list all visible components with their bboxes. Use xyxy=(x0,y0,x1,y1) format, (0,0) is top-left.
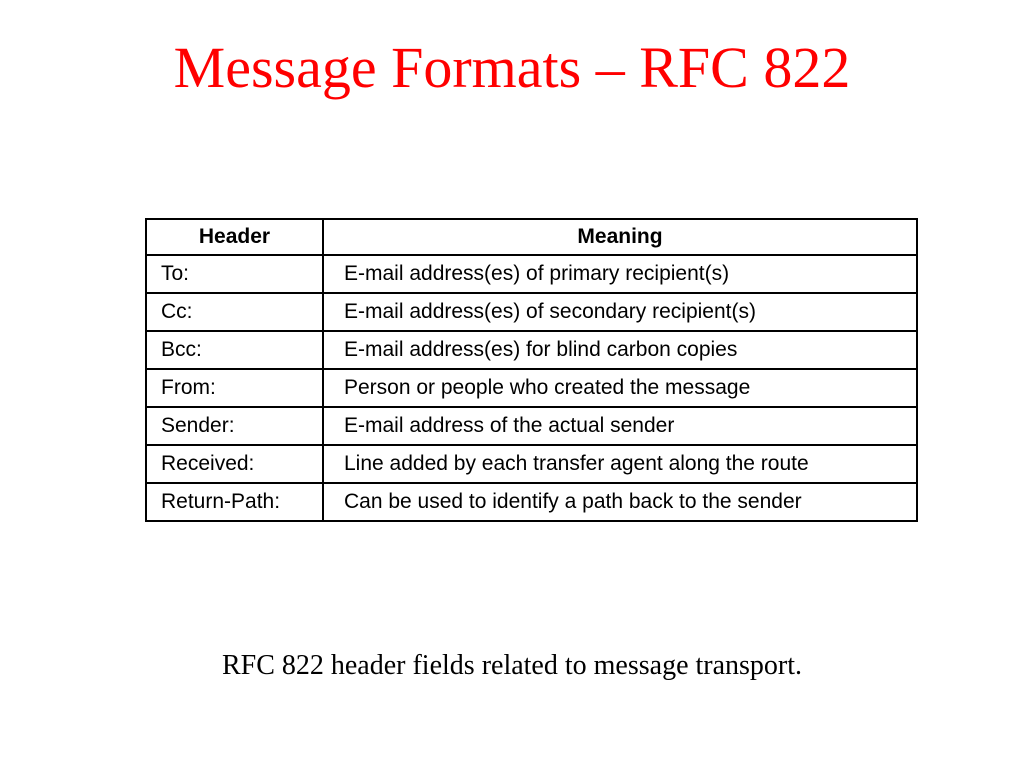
figure-caption xyxy=(0,646,1024,686)
header-cell: Sender: xyxy=(146,407,323,445)
column-header-meaning: Meaning xyxy=(323,219,917,255)
table-header-row xyxy=(146,219,917,255)
table-row xyxy=(146,483,917,521)
meaning-cell: E-mail address(es) of secondary recipient(s) xyxy=(323,293,917,331)
meaning-cell: E-mail address(es) of primary recipient(s) xyxy=(323,255,917,293)
header-cell: Cc: xyxy=(146,293,323,331)
meaning-cell: Can be used to identify a path back to the sender xyxy=(323,483,917,521)
slide-title: Message Formats – RFC 822 xyxy=(173,35,851,100)
meaning-cell: Person or people who created the message xyxy=(323,369,917,407)
header-cell: Bcc: xyxy=(146,331,323,369)
figure-caption-text: RFC 822 header fields related to message transport. xyxy=(221,650,803,681)
column-header-header: Header xyxy=(146,219,323,255)
meaning-cell: E-mail address of the actual sender xyxy=(323,407,917,445)
header-fields-table-container xyxy=(145,218,916,522)
header-cell: From: xyxy=(146,369,323,407)
header-fields-table xyxy=(145,218,918,522)
header-cell: To: xyxy=(146,255,323,293)
table-row xyxy=(146,445,917,483)
header-cell: Return-Path: xyxy=(146,483,323,521)
table-row xyxy=(146,331,917,369)
table-row xyxy=(146,369,917,407)
table-row xyxy=(146,255,917,293)
table-row xyxy=(146,293,917,331)
table-row xyxy=(146,407,917,445)
meaning-cell: Line added by each transfer agent along the route xyxy=(323,445,917,483)
header-cell: Received: xyxy=(146,445,323,483)
meaning-cell: E-mail address(es) for blind carbon copies xyxy=(323,331,917,369)
